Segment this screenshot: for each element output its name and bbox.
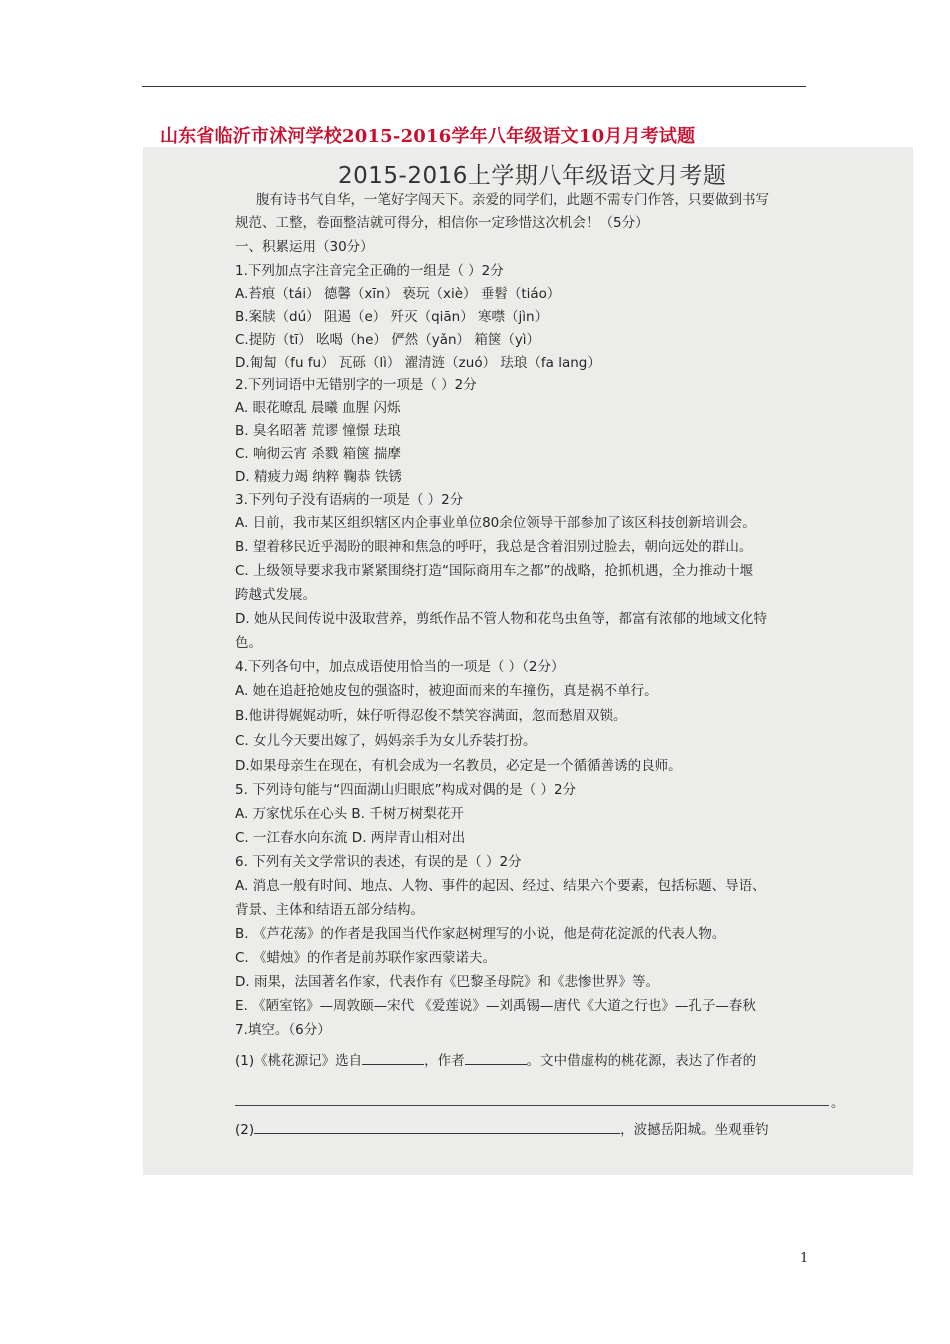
question-1: 1.下列加点字注音完全正确的一组是（ ）2分 xyxy=(235,263,504,279)
option-line: B. 《芦花荡》的作者是我国当代作家赵树理写的小说，他是荷花淀派的代表人物。 xyxy=(235,926,726,942)
option-line: D. 她从民间传说中汲取营养，剪纸作品不管人物和花鸟虫鱼等，都富有浓郁的地域文化特 xyxy=(235,611,767,627)
option-line: C.提防（tī） 吆喝（he） 俨然（yǎn） 箱箧（yì） xyxy=(235,332,541,348)
exam-line: 规范、工整，卷面整洁就可得分，相信你一定珍惜这次机会！（5分） xyxy=(235,215,649,231)
fill-blank-1-prefix: (1)《桃花源记》选自 xyxy=(235,1053,363,1069)
section-heading: 一、积累运用（30分） xyxy=(235,239,374,255)
option-line: E. 《陋室铭》—周敦颐—宋代 《爱莲说》—刘禹锡—唐代《大道之行也》—孔子—春秋 xyxy=(235,998,756,1014)
question-2: 2.下列词语中无错别字的一项是（ ）2分 xyxy=(235,377,477,393)
option-line: 背景、主体和结语五部分结构。 xyxy=(235,902,424,918)
option-line: D.如果母亲生在现在，有机会成为一名教员，必定是一个循循善诱的良师。 xyxy=(235,758,682,774)
fill-blank-2 xyxy=(235,1121,769,1138)
question-6: 6. 下列有关文学常识的表述，有误的是（ ）2分 xyxy=(235,854,522,870)
option-line: D. 精疲力竭 纳粹 鞠恭 铁锈 xyxy=(235,469,402,485)
blank-poem-line[interactable] xyxy=(254,1121,620,1134)
page-number: 1 xyxy=(800,1251,809,1266)
option-line: A. 她在追赶抢她皮包的强盗时，被迎面而来的车撞伤，真是祸不单行。 xyxy=(235,683,658,699)
fill-blank-1-end: 。 xyxy=(831,1095,845,1111)
fill-blank-1-suffix: 。文中借虚构的桃花源，表达了作者的 xyxy=(526,1053,757,1069)
scanned-exam-photo xyxy=(143,147,913,1175)
option-line: B.他讲得娓娓动听，妹仔听得忍俊不禁笑容满面，忽而愁眉双锁。 xyxy=(235,708,627,724)
option-line: D. 雨果，法国著名作家，代表作有《巴黎圣母院》和《悲惨世界》等。 xyxy=(235,974,659,990)
option-line: C. 上级领导要求我市紧紧围绕打造“国际商用车之都”的战略，抢抓机遇，全力推动十堰 xyxy=(235,563,753,579)
exam-title: 2015-2016上学期八年级语文月考题 xyxy=(338,163,727,189)
question-7: 7.填空。（6分） xyxy=(235,1022,331,1038)
option-line: A. 消息一般有时间、地点、人物、事件的起因、经过、结果六个要素，包括标题、导语、 xyxy=(235,878,766,894)
option-line: C. 一江春水向东流 D. 两岸青山相对出 xyxy=(235,830,466,846)
fill-blank-2-prefix: (2) xyxy=(235,1122,255,1138)
fill-blank-1 xyxy=(235,1052,756,1069)
blank-theme[interactable] xyxy=(235,1105,829,1106)
option-line: B. 臭名昭著 荒谬 憧憬 珐琅 xyxy=(235,423,401,439)
blank-source[interactable] xyxy=(362,1052,424,1065)
option-line: A. 万家忧乐在心头 B. 千树万树梨花开 xyxy=(235,806,464,822)
option-line: C. 《蜡烛》的作者是前苏联作家西蒙诺夫。 xyxy=(235,950,497,966)
fill-blank-2-suffix: ，波撼岳阳城。坐观垂钓 xyxy=(620,1122,769,1138)
option-line: B.案牍（dú） 阻遏（e） 歼灭（qiān） 寒噤（jìn） xyxy=(235,309,549,325)
scanned-exam-content xyxy=(143,147,913,1175)
option-line: C. 女儿今天要出嫁了，妈妈亲手为女儿乔装打扮。 xyxy=(235,733,537,749)
option-line: A. 眼花暸乱 晨曦 血腥 闪烁 xyxy=(235,400,401,416)
option-line: 跨越式发展。 xyxy=(235,587,316,603)
option-line: B. 望着移民近乎渴盼的眼神和焦急的呼吁，我总是含着泪别过脸去，朝向远处的群山。 xyxy=(235,539,753,555)
option-line: A.苔痕（tái） 德馨（xīn） 亵玩（xiè） 垂髫（tiáo） xyxy=(235,286,561,302)
option-line: D.匍匐（fu fu） 瓦砾（lì） 濯清涟（zuó） 珐琅（fa lang） xyxy=(235,355,601,371)
blank-author[interactable] xyxy=(465,1052,527,1065)
fill-blank-1-mid: ，作者 xyxy=(424,1053,465,1069)
exam-line: 腹有诗书气自华，一笔好字闯天下。亲爱的同学们，此题不需专门作答，只要做到书写 xyxy=(256,192,769,208)
option-line: A. 日前，我市某区组织辖区内企事业单位80余位领导干部参加了该区科技创新培训会。 xyxy=(235,515,756,531)
option-line: 色。 xyxy=(235,635,262,651)
header-rule xyxy=(142,86,806,87)
question-5: 5. 下列诗句能与“四面湖山归眼底”构成对偶的是（ ）2分 xyxy=(235,782,577,798)
option-line: C. 响彻云宵 杀戮 箱箧 揣摩 xyxy=(235,446,401,462)
document-title: 山东省临沂市沭河学校2015-2016学年八年级语文10月月考试题 xyxy=(160,126,696,147)
question-3: 3.下列句子没有语病的一项是（ ）2分 xyxy=(235,492,464,508)
question-4: 4.下列各句中，加点成语使用恰当的一项是（ ）（2分） xyxy=(235,659,565,675)
